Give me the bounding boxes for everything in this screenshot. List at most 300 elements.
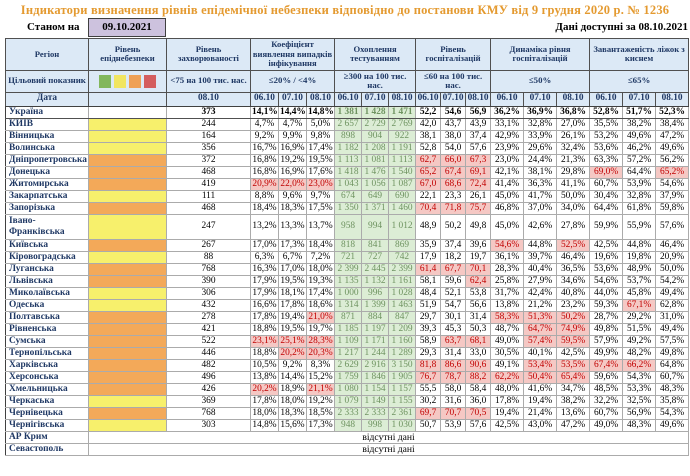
hospitalization-value: 62,4 bbox=[466, 275, 491, 287]
hospitalization-value: 58,4 bbox=[466, 383, 491, 395]
detection-value: 14,8% bbox=[252, 419, 277, 430]
morbidity-value: 432 bbox=[167, 299, 251, 311]
hospitalization-value: 58,0 bbox=[441, 383, 466, 395]
detection-value: 21,0% bbox=[308, 311, 333, 322]
detection-value: 16,3% bbox=[252, 263, 277, 274]
testing-value: 1 056 bbox=[362, 178, 389, 190]
epidemic-level-cell bbox=[89, 154, 167, 166]
detection-value: 9,6% bbox=[279, 190, 307, 202]
date-cell-empty bbox=[89, 92, 167, 106]
epidemic-level-cell bbox=[89, 190, 167, 202]
no-data-cell: відсутні дані bbox=[89, 431, 689, 443]
morbidity-value: 426 bbox=[167, 383, 251, 395]
hospitalization-value: 50,7 bbox=[416, 419, 441, 431]
detection-value: 19,2% bbox=[280, 154, 305, 165]
hospitalization-value: 42,0 bbox=[416, 118, 441, 130]
date-cell: 06.10 bbox=[251, 92, 279, 106]
epidemic-level-cell bbox=[89, 395, 167, 407]
testing-value: 742 bbox=[389, 251, 416, 263]
oxygen-beds-value: 49,0% bbox=[590, 419, 623, 431]
hosp-dynamics-value: 41,4% bbox=[491, 178, 524, 190]
region-name: Херсонська bbox=[6, 371, 89, 383]
morbidity-value: 356 bbox=[167, 142, 251, 154]
testing-value: 958 bbox=[335, 214, 362, 239]
hospitalization-value: 29,3 bbox=[416, 347, 441, 359]
detection-value: 16,8% bbox=[252, 154, 277, 165]
detection-value: 6,3% bbox=[251, 251, 279, 263]
testing-value: 1 171 bbox=[362, 335, 389, 347]
detection-value: 17,3% bbox=[308, 419, 333, 430]
detection-value: 16,6% bbox=[252, 299, 277, 310]
morbidity-value: 267 bbox=[167, 239, 251, 251]
testing-value: 1 418 bbox=[335, 166, 362, 178]
hosp-dynamics-value: 46,4% bbox=[557, 251, 590, 263]
testing-value: 841 bbox=[362, 239, 389, 251]
hosp-dynamics-value: 47,2% bbox=[557, 419, 590, 431]
hospitalization-value: 22,1 bbox=[416, 190, 441, 202]
hospitalization-value: 52,1 bbox=[441, 287, 466, 299]
testing-value: 1 028 bbox=[389, 287, 416, 299]
table-row bbox=[6, 202, 689, 214]
detection-value: 21,1% bbox=[308, 383, 333, 394]
morbidity-value: 390 bbox=[167, 275, 251, 287]
hosp-dynamics-value: 38,1% bbox=[524, 166, 557, 178]
region-name: Волинська bbox=[6, 142, 89, 154]
region-name: АР Крим bbox=[6, 431, 89, 443]
detection-value: 19,5% bbox=[308, 154, 333, 165]
date-cell: 08.10 bbox=[389, 92, 416, 106]
hosp-dynamics-value: 42,5% bbox=[557, 347, 590, 359]
target-row-label: Цільовий показник bbox=[6, 70, 89, 92]
hospitalization-value: 39,3 bbox=[416, 323, 441, 335]
epidemic-level-cell bbox=[89, 299, 167, 311]
oxygen-beds-value: 38,4% bbox=[656, 118, 689, 130]
epidemic-level-cell bbox=[89, 202, 167, 214]
oxygen-beds-value: 66,2% bbox=[623, 359, 656, 371]
table-row bbox=[6, 371, 689, 383]
morbidity-value: 164 bbox=[167, 130, 251, 142]
testing-value: 847 bbox=[389, 311, 416, 323]
morbidity-value: 369 bbox=[167, 395, 251, 407]
morbidity-value: 247 bbox=[167, 214, 251, 239]
testing-value: 1 113 bbox=[389, 154, 416, 166]
hosp-dynamics-value: 21,3% bbox=[557, 154, 590, 166]
col-detection-header: Коефіцієнт виявлення випадків інфікування bbox=[251, 39, 335, 71]
table-row bbox=[6, 335, 689, 347]
detection-value: 13,2% bbox=[251, 214, 279, 239]
oxygen-beds-value: 57,2% bbox=[623, 154, 656, 166]
testing-value: 1 209 bbox=[389, 323, 416, 335]
oxygen-beds-value: 54,6% bbox=[656, 178, 689, 190]
hosp-dynamics-value: 53,5% bbox=[557, 359, 590, 371]
oxygen-beds-value: 35,8% bbox=[656, 395, 689, 407]
target-morbidity: <75 на 100 тис. нас. bbox=[167, 70, 251, 92]
date-cell: 06.10 bbox=[590, 92, 623, 106]
testing-value: 871 bbox=[335, 311, 362, 323]
legend-green-square bbox=[99, 75, 111, 88]
detection-value: 19,4% bbox=[280, 311, 305, 322]
hospitalization-value: 48,4 bbox=[416, 287, 441, 299]
date-cell: 07.10 bbox=[441, 92, 466, 106]
oxygen-beds-value: 48,3% bbox=[623, 419, 656, 431]
oxygen-beds-value: 38,2% bbox=[623, 118, 656, 130]
detection-value: 20,9% bbox=[252, 178, 277, 189]
oxygen-beds-value: 46,4% bbox=[656, 239, 689, 251]
hosp-dynamics-value: 57,4% bbox=[524, 335, 557, 347]
hosp-dynamics-value: 51,3% bbox=[524, 311, 557, 323]
hospitalization-value: 30,2 bbox=[416, 395, 441, 407]
hosp-dynamics-value: 27,0% bbox=[557, 118, 590, 130]
hosp-dynamics-value: 42,9% bbox=[491, 130, 524, 142]
oxygen-beds-value: 52,3% bbox=[656, 106, 689, 118]
epidemic-level-cell bbox=[89, 106, 167, 118]
no-data-cell: відсутні дані bbox=[89, 443, 689, 455]
detection-value: 19,7% bbox=[308, 323, 333, 334]
testing-value: 3 150 bbox=[389, 359, 416, 371]
detection-value: 18,3% bbox=[280, 407, 305, 418]
detection-value: 19,2% bbox=[308, 395, 333, 406]
hospitalization-value: 31,6 bbox=[441, 395, 466, 407]
hosp-dynamics-value: 34,6% bbox=[557, 275, 590, 287]
epidemic-level-cell bbox=[89, 323, 167, 335]
target-hospitalization: ≤60 на 100 тис. нас. bbox=[416, 70, 491, 92]
testing-value: 1 000 bbox=[335, 287, 362, 299]
table-row bbox=[6, 239, 689, 251]
hosp-dynamics-value: 32,4% bbox=[557, 142, 590, 154]
testing-value: 818 bbox=[335, 239, 362, 251]
oxygen-beds-value: 48,2% bbox=[623, 347, 656, 359]
testing-value: 649 bbox=[362, 190, 389, 202]
hospitalization-value: 35,9 bbox=[416, 239, 441, 251]
oxygen-beds-value: 65,2% bbox=[656, 166, 689, 178]
oxygen-beds-value: 60,7% bbox=[656, 371, 689, 383]
hosp-dynamics-value: 23,0% bbox=[491, 154, 524, 166]
oxygen-beds-value: 57,5% bbox=[656, 335, 689, 347]
oxygen-beds-value: 56,9% bbox=[623, 407, 656, 419]
epidemic-level-cell bbox=[89, 347, 167, 359]
hosp-dynamics-value: 33,9% bbox=[524, 130, 557, 142]
hosp-dynamics-value: 45,0% bbox=[491, 214, 524, 239]
testing-value: 1 381 bbox=[335, 106, 362, 118]
morbidity-value: 372 bbox=[167, 154, 251, 166]
hosp-dynamics-value: 64,7% bbox=[524, 323, 557, 335]
table-row bbox=[6, 299, 689, 311]
detection-value: 18,0% bbox=[308, 263, 333, 274]
testing-value: 2 769 bbox=[389, 118, 416, 130]
oxygen-beds-value: 67,4% bbox=[590, 359, 623, 371]
detection-value: 18,8% bbox=[252, 323, 277, 334]
detection-value: 18,8% bbox=[252, 347, 277, 358]
table-row bbox=[6, 263, 689, 275]
detection-value: 8,8% bbox=[251, 190, 279, 202]
data-available-note bbox=[555, 21, 688, 33]
hospitalization-value: 69,1 bbox=[466, 166, 491, 178]
morbidity-value: 303 bbox=[167, 419, 251, 431]
hosp-dynamics-value: 21,2% bbox=[524, 299, 557, 311]
hospitalization-value: 88,2 bbox=[466, 371, 491, 383]
legend-squares bbox=[90, 75, 165, 88]
hospitalization-value: 71,8 bbox=[441, 202, 466, 214]
hospitalization-value: 70,5 bbox=[466, 407, 491, 419]
morbidity-value: 373 bbox=[167, 106, 251, 118]
oxygen-beds-value: 53,2% bbox=[590, 130, 623, 142]
testing-value: 1 132 bbox=[362, 275, 389, 287]
hosp-dynamics-value: 42,5% bbox=[491, 419, 524, 431]
hospitalization-value: 67,7 bbox=[441, 263, 466, 275]
hosp-dynamics-value: 41,7% bbox=[524, 190, 557, 202]
detection-value: 13,8% bbox=[252, 371, 277, 382]
detection-value: 18,4% bbox=[308, 239, 333, 250]
oxygen-beds-value: 51,5% bbox=[623, 323, 656, 335]
oxygen-beds-value: 31,0% bbox=[656, 311, 689, 323]
hospitalization-value: 38,1 bbox=[416, 130, 441, 142]
col-oxygen-beds-header: Завантаженість ліжок з киснем bbox=[590, 39, 689, 71]
hosp-dynamics-value: 40,1% bbox=[524, 347, 557, 359]
oxygen-beds-value: 62,8% bbox=[656, 299, 689, 311]
detection-value: 4,7% bbox=[251, 118, 279, 130]
detection-value: 17,6% bbox=[308, 166, 333, 177]
table-row bbox=[6, 118, 689, 130]
detection-value: 17,8% bbox=[252, 311, 277, 322]
hospitalization-value: 62,7 bbox=[416, 154, 441, 166]
morbidity-value: 244 bbox=[167, 118, 251, 130]
table-row bbox=[6, 154, 689, 166]
oxygen-beds-value: 49,9% bbox=[590, 347, 623, 359]
testing-value: 1 012 bbox=[389, 214, 416, 239]
hosp-dynamics-value: 40,8% bbox=[557, 287, 590, 299]
hospitalization-value: 38,0 bbox=[441, 130, 466, 142]
detection-value: 16,9% bbox=[280, 142, 305, 153]
detection-value: 18,4% bbox=[252, 202, 277, 213]
detection-value: 14,1% bbox=[252, 106, 278, 117]
region-name: Дніпропетровська bbox=[6, 154, 89, 166]
oxygen-beds-value: 67,1% bbox=[623, 299, 656, 311]
date-cell: 08.10 bbox=[656, 92, 689, 106]
hosp-dynamics-value: 31,7% bbox=[491, 287, 524, 299]
detection-value: 22,0% bbox=[280, 178, 305, 189]
testing-value: 948 bbox=[335, 419, 362, 431]
morbidity-value: 496 bbox=[167, 371, 251, 383]
testing-value: 2 399 bbox=[335, 263, 362, 275]
hosp-dynamics-value: 36,3% bbox=[524, 178, 557, 190]
table-row bbox=[6, 311, 689, 323]
oxygen-beds-value: 64,4% bbox=[623, 166, 656, 178]
detection-value: 15,6% bbox=[280, 419, 305, 430]
testing-value: 1 350 bbox=[335, 202, 362, 214]
epidemic-level-cell bbox=[89, 311, 167, 323]
oxygen-beds-value: 32,2% bbox=[590, 395, 623, 407]
oxygen-beds-value: 32,5% bbox=[623, 395, 656, 407]
legend-red-square bbox=[144, 75, 156, 88]
detection-value: 17,9% bbox=[252, 275, 277, 286]
hosp-dynamics-value: 27,8% bbox=[557, 214, 590, 239]
table-row bbox=[6, 407, 689, 419]
table-row bbox=[6, 190, 689, 202]
hospitalization-value: 67,4 bbox=[441, 166, 466, 178]
detection-value: 17,0% bbox=[252, 239, 277, 250]
detection-value: 16,7% bbox=[252, 142, 277, 153]
available-date: 08.10.2021 bbox=[638, 21, 688, 33]
hosp-dynamics-value: 42,6% bbox=[524, 214, 557, 239]
hospitalization-value: 63,7 bbox=[441, 335, 466, 347]
region-name: Івано-Франківська bbox=[6, 214, 89, 239]
hospitalization-value: 58,1 bbox=[416, 275, 441, 287]
detection-value: 20,2% bbox=[252, 383, 277, 394]
hospitalization-value: 56,9 bbox=[466, 106, 491, 118]
testing-value: 1 289 bbox=[389, 347, 416, 359]
date-cell: 07.10 bbox=[362, 92, 389, 106]
epidemic-level-cell bbox=[89, 239, 167, 251]
hospitalization-value: 68,1 bbox=[466, 335, 491, 347]
oxygen-beds-value: 64,8% bbox=[656, 359, 689, 371]
testing-value: 1 030 bbox=[389, 419, 416, 431]
hosp-dynamics-value: 41,1% bbox=[557, 178, 590, 190]
morbidity-value: 306 bbox=[167, 287, 251, 299]
oxygen-beds-value: 64,4% bbox=[590, 202, 623, 214]
hospitalization-value: 86,6 bbox=[441, 359, 466, 371]
oxygen-beds-value: 42,5% bbox=[590, 239, 623, 251]
testing-value: 1 208 bbox=[362, 142, 389, 154]
detection-value: 19,3% bbox=[308, 275, 333, 286]
hosp-dynamics-value: 29,8% bbox=[557, 166, 590, 178]
hosp-dynamics-value: 13,8% bbox=[491, 299, 524, 311]
date-cell: 08.10 bbox=[307, 92, 335, 106]
table-row bbox=[6, 106, 689, 118]
testing-value: 869 bbox=[389, 239, 416, 251]
testing-value: 1 314 bbox=[335, 299, 362, 311]
detection-value: 9,8% bbox=[307, 130, 335, 142]
hospitalization-value: 58,9 bbox=[416, 335, 441, 347]
epidemic-level-cell bbox=[89, 419, 167, 431]
oxygen-beds-value: 61,8% bbox=[623, 202, 656, 214]
col-morbidity-header: Рівень захворюваності bbox=[167, 39, 251, 71]
oxygen-beds-value: 30,4% bbox=[590, 190, 623, 202]
hosp-dynamics-value: 38,2% bbox=[557, 395, 590, 407]
hosp-dynamics-value: 59,5% bbox=[557, 335, 590, 347]
oxygen-beds-value: 45,8% bbox=[623, 287, 656, 299]
testing-value: 1 846 bbox=[362, 371, 389, 383]
hosp-dynamics-value: 21,4% bbox=[524, 407, 557, 419]
table-row bbox=[6, 214, 689, 239]
detection-value: 18,0% bbox=[252, 407, 277, 418]
date-cell: 07.10 bbox=[524, 92, 557, 106]
hospitalization-value: 90,6 bbox=[466, 359, 491, 371]
oxygen-beds-value: 57,9% bbox=[590, 335, 623, 347]
detection-value: 16,9% bbox=[280, 166, 305, 177]
hospitalization-value: 54,6 bbox=[441, 106, 466, 118]
morbidity-value: 468 bbox=[167, 166, 251, 178]
hospitalization-value: 70,4 bbox=[416, 202, 441, 214]
testing-value: 1 463 bbox=[389, 299, 416, 311]
table-row bbox=[6, 142, 689, 154]
detection-value: 18,3% bbox=[280, 202, 305, 213]
hosp-dynamics-value: 48,7% bbox=[491, 323, 524, 335]
testing-value: 690 bbox=[389, 190, 416, 202]
table-row bbox=[6, 166, 689, 178]
detection-value: 9,2% bbox=[251, 130, 279, 142]
hospitalization-value: 57,6 bbox=[466, 419, 491, 431]
hospitalization-value: 43,7 bbox=[441, 118, 466, 130]
date-info-bar bbox=[5, 18, 688, 38]
oxygen-beds-value: 49,4% bbox=[656, 323, 689, 335]
hosp-dynamics-value: 43,0% bbox=[524, 419, 557, 431]
hospitalization-value: 55,5 bbox=[416, 383, 441, 395]
oxygen-beds-value: 37,9% bbox=[656, 190, 689, 202]
testing-value: 2 916 bbox=[362, 359, 389, 371]
hospitalization-value: 45,3 bbox=[441, 323, 466, 335]
date-cell: 06.10 bbox=[491, 92, 524, 106]
testing-value: 884 bbox=[362, 311, 389, 323]
region-name: КИЇВ bbox=[6, 118, 89, 130]
morbidity-value: 482 bbox=[167, 359, 251, 371]
region-name: Одеська bbox=[6, 299, 89, 311]
testing-value: 994 bbox=[362, 214, 389, 239]
hosp-dynamics-value: 37,0% bbox=[524, 202, 557, 214]
testing-value: 1 399 bbox=[362, 299, 389, 311]
region-name: Донецька bbox=[6, 166, 89, 178]
oxygen-beds-value: 52,8% bbox=[590, 106, 623, 118]
testing-value: 1 109 bbox=[335, 335, 362, 347]
table-row bbox=[6, 395, 689, 407]
hosp-dynamics-value: 48,0% bbox=[491, 383, 524, 395]
detection-value: 17,3% bbox=[280, 239, 305, 250]
testing-value: 1 428 bbox=[362, 106, 389, 118]
oxygen-beds-value: 49,6% bbox=[656, 142, 689, 154]
epidemic-level-cell bbox=[89, 251, 167, 263]
detection-value: 10,5% bbox=[252, 359, 277, 370]
detection-value: 20,2% bbox=[280, 347, 305, 358]
region-name: Україна bbox=[6, 106, 89, 118]
testing-value: 2 333 bbox=[335, 407, 362, 419]
oxygen-beds-value: 54,6% bbox=[590, 275, 623, 287]
hosp-dynamics-value: 30,5% bbox=[491, 347, 524, 359]
epidemic-level-cell bbox=[89, 178, 167, 190]
hospitalization-value: 54,7 bbox=[441, 299, 466, 311]
testing-value: 996 bbox=[362, 287, 389, 299]
col-hospitalization-header: Рівень госпіталізацій bbox=[416, 39, 491, 71]
morbidity-value: 446 bbox=[167, 347, 251, 359]
epidemic-level-legend bbox=[89, 70, 167, 92]
oxygen-beds-value: 49,4% bbox=[656, 287, 689, 299]
col-region-header: Регіон bbox=[6, 39, 89, 71]
testing-value: 721 bbox=[335, 251, 362, 263]
testing-value: 1 217 bbox=[335, 347, 362, 359]
morbidity-value: 88 bbox=[167, 251, 251, 263]
testing-value: 1 081 bbox=[362, 154, 389, 166]
testing-value: 1 149 bbox=[362, 395, 389, 407]
oxygen-beds-value: 28,7% bbox=[590, 311, 623, 323]
hosp-dynamics-value: 50,0% bbox=[557, 190, 590, 202]
hosp-dynamics-value: 52,5% bbox=[557, 239, 590, 251]
region-name: Чернівецька bbox=[6, 407, 89, 419]
morbidity-value: 421 bbox=[167, 323, 251, 335]
epidemic-level-cell bbox=[89, 263, 167, 275]
morbidity-value: 522 bbox=[167, 335, 251, 347]
available-label: Дані доступні за bbox=[555, 21, 636, 33]
hosp-dynamics-value: 17,8% bbox=[491, 395, 524, 407]
detection-value: 4,7% bbox=[279, 118, 307, 130]
morbidity-value: 768 bbox=[167, 263, 251, 275]
oxygen-beds-value: 59,3% bbox=[590, 299, 623, 311]
hospitalization-value: 19,7 bbox=[466, 251, 491, 263]
hospitalization-value: 72,4 bbox=[466, 178, 491, 190]
hospitalization-value: 31,4 bbox=[466, 311, 491, 323]
hosp-dynamics-value: 65,4% bbox=[557, 371, 590, 383]
table-row bbox=[6, 287, 689, 299]
testing-value: 904 bbox=[362, 130, 389, 142]
hospitalization-value: 37,4 bbox=[441, 239, 466, 251]
testing-value: 2 657 bbox=[335, 118, 362, 130]
